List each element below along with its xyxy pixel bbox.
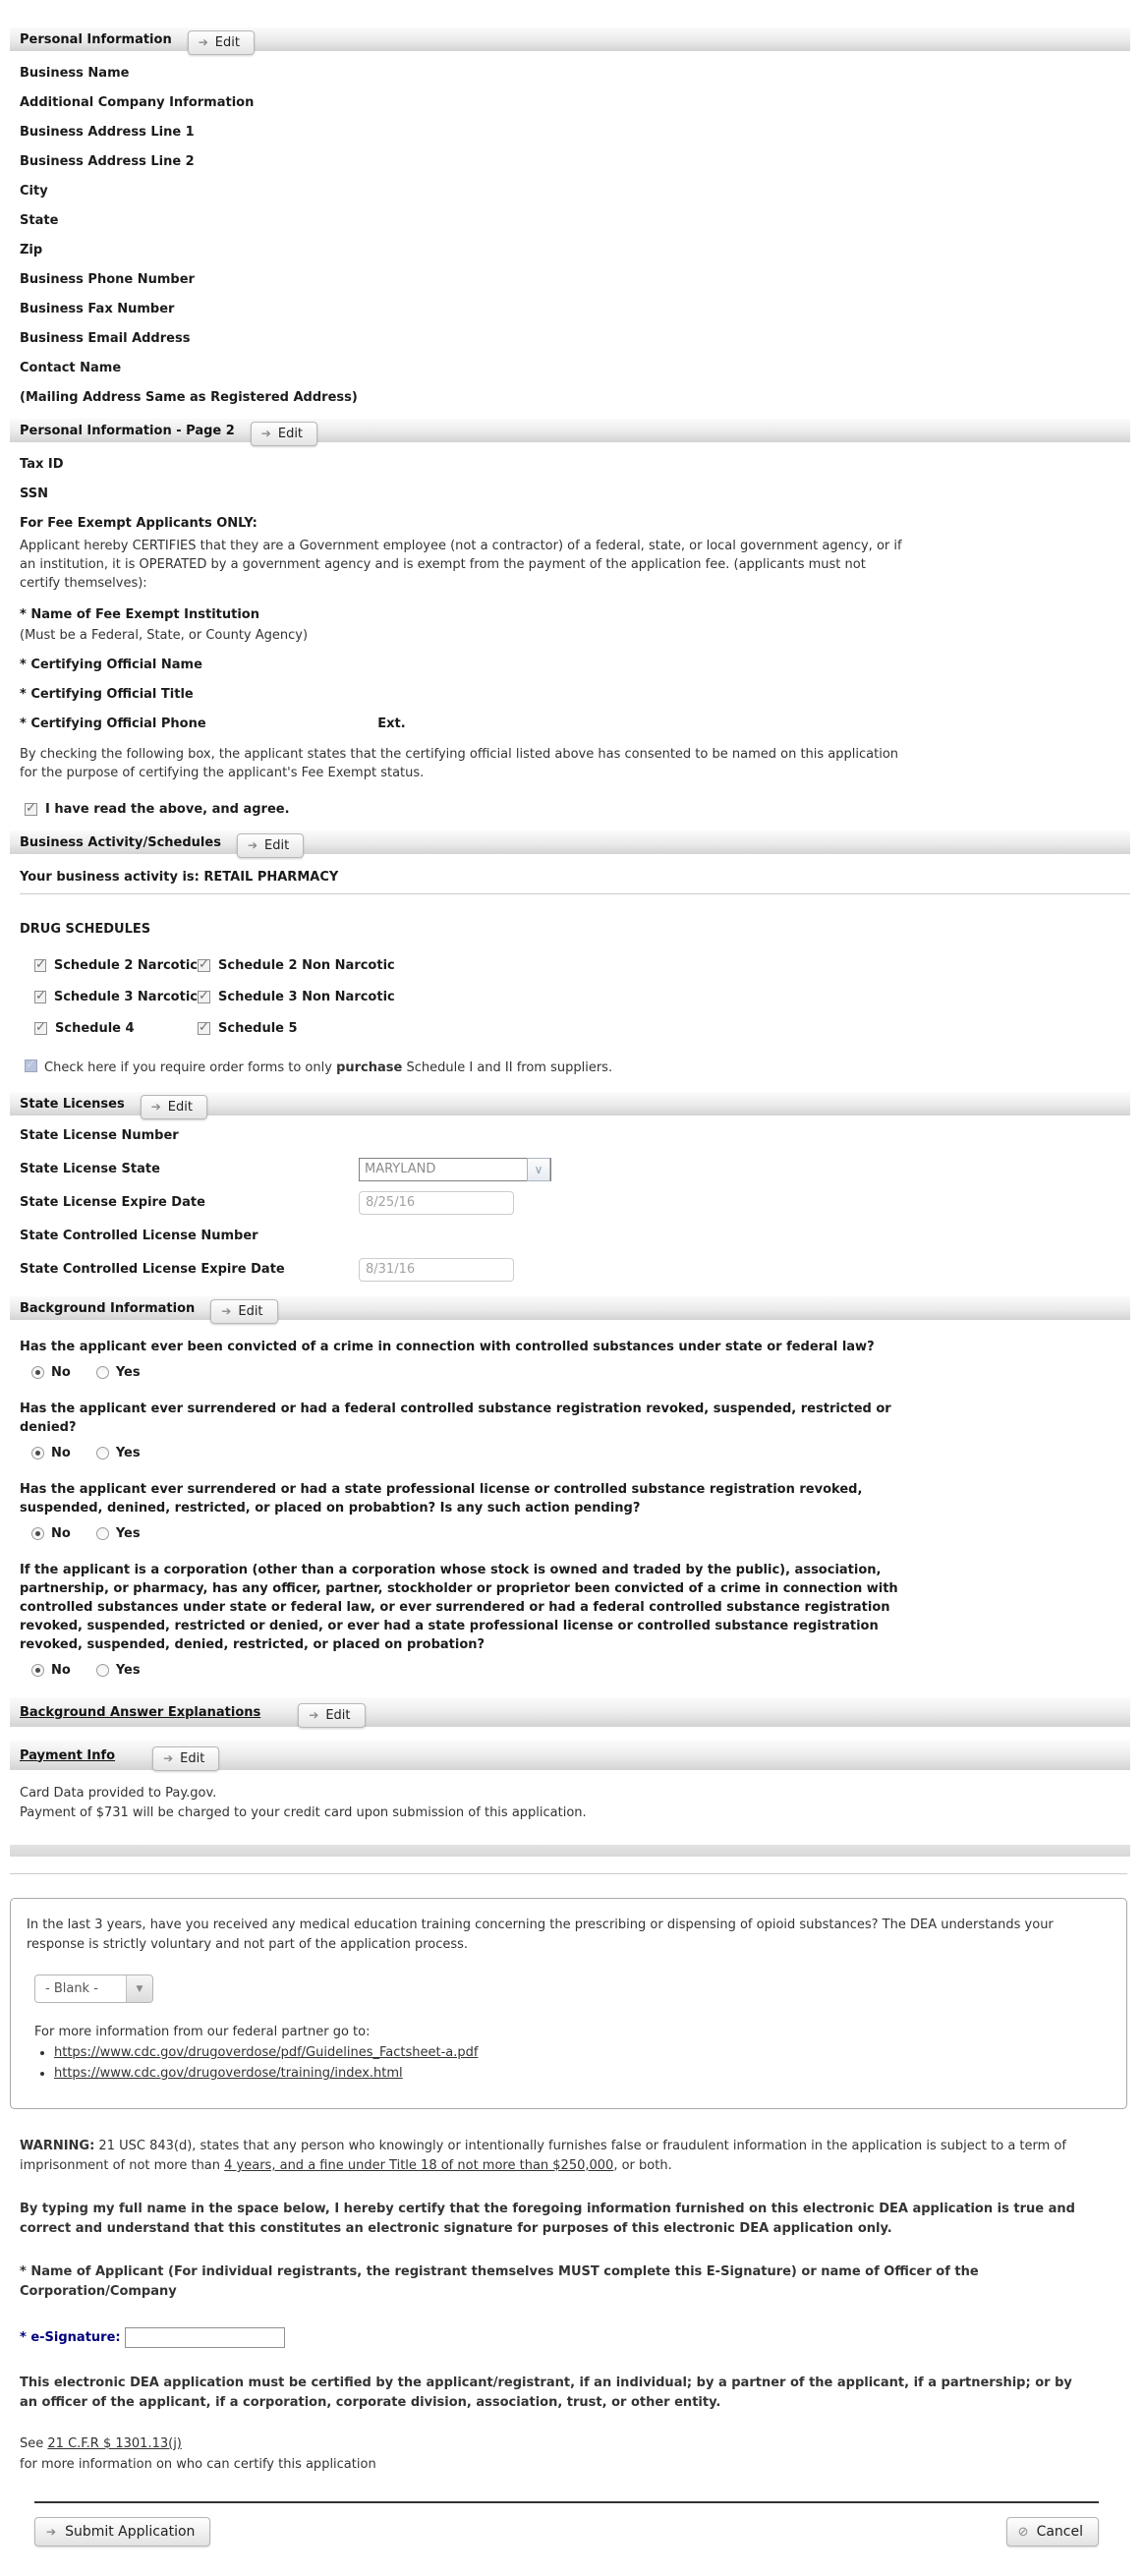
- dropdown-selected-value: - Blank -: [35, 1975, 126, 2002]
- field-label: Business Name: [20, 66, 130, 81]
- section-header-background-information: [10, 1296, 1130, 1320]
- submit-application-button[interactable]: ➔ Submit Application: [34, 2517, 210, 2547]
- background-question-3: Has the applicant ever surrendered or had a state professional license or controlled substance registration revoked, suspended, denined, restricted, or placed on probabtion? Is any such action pending?: [20, 1482, 863, 1516]
- business-activity-line: Your business activity is: RETAIL PHARMACY: [20, 870, 1130, 894]
- certifying-official-title-label: * Certifying Official Title: [20, 687, 194, 702]
- yes-radio[interactable]: [96, 1527, 109, 1540]
- state-license-state-select[interactable]: MARYLAND ∨: [359, 1158, 551, 1181]
- cdc-guidelines-link[interactable]: https://www.cdc.gov/drugoverdose/pdf/Guidelines_Factsheet-a.pdf: [54, 2045, 479, 2060]
- right-arrow-icon: ➔: [309, 1708, 319, 1722]
- cfr-reference-line: See 21 C.F.R $ 1301.13(j): [20, 2436, 182, 2451]
- schedule-checkbox[interactable]: [34, 991, 46, 1003]
- background-question-2: Has the applicant ever surrendered or had a federal controlled substance registration revoked, suspended, restricted or denied?: [20, 1402, 891, 1435]
- fee-exempt-institution-label: * Name of Fee Exempt Institution: [20, 607, 259, 622]
- list-item: [54, 2045, 1111, 2060]
- cdc-training-link[interactable]: https://www.cdc.gov/drugoverdose/training/index.html: [54, 2066, 403, 2081]
- esignature-label: * e-Signature:: [20, 2330, 121, 2345]
- esignature-input[interactable]: [125, 2327, 285, 2348]
- warning-paragraph: WARNING: 21 USC 843(d), states that any person who knowingly or intentionally furnishes false or fraudulent information in the application is subject to a term of imprisonment of not more than 4 years, and a fine under Title 18 of not more than $250,000, or both.: [20, 2139, 1066, 2173]
- esignature-statement: By typing my full name in the space below, I hereby certify that the foregoing information furnished on this electronic DEA application is true and correct and understand that this constitutes an electronic signature for purposes of this electronic DEA application only.: [20, 2202, 1075, 2236]
- background-question-1: Has the applicant ever been convicted of a crime in connection with controlled substances under state or federal law?: [20, 1340, 875, 1354]
- yes-radio[interactable]: [96, 1447, 109, 1460]
- field-label: Business Address Line 1: [20, 125, 195, 140]
- background-question-4: If the applicant is a corporation (other than a corporation whose stock is owned and traded by the public), association, partnership, or pharmacy, has any officer, partner, stockholder or proprietor been convicted of a crime in connection with controlled substances under state or federal law, or ever surrendered or had a federal controlled substance registration revoked, suspended, restricted or denied, or ever had a state professional license or controlled substance registration revoked, suspended, denied, restricted, or placed on probation?: [20, 1563, 898, 1652]
- footer-divider-line: [34, 2501, 1099, 2503]
- card-data-line: Card Data provided to Pay.gov.: [20, 1786, 217, 1801]
- state-license-state-row: State License State MARYLAND ∨: [20, 1156, 1130, 1182]
- certify-statement: This electronic DEA application must be certified by the applicant/registrant, if an individual; by a partner of the applicant, if a partnership; or by an officer of the applicant, if a corporation, corporate division, association, trust, or other entity.: [20, 2376, 1072, 2410]
- ssn-label: SSN: [20, 487, 49, 501]
- field-label: State: [20, 213, 59, 228]
- section-header-personal-information-page2: [10, 419, 1130, 442]
- right-arrow-icon: ➔: [221, 1304, 232, 1318]
- section-title: Personal Information - Page 2: [20, 423, 235, 438]
- warning-underlined-text: 4 years, and a fine under Title 18 of not more than $250,000: [224, 2158, 614, 2173]
- field-label: City: [20, 184, 48, 199]
- footer-buttons: [34, 2517, 1099, 2547]
- order-forms-text: Check here if you require order forms to only purchase Schedule I and II from suppliers.: [44, 1060, 613, 1075]
- state-controlled-number-row: State Controlled License Number: [20, 1229, 258, 1243]
- state-license-expire-input[interactable]: [359, 1191, 514, 1215]
- cancel-button[interactable]: ⊘ Cancel: [1006, 2517, 1099, 2547]
- right-arrow-icon: ➔: [247, 838, 258, 852]
- yes-radio[interactable]: [96, 1366, 109, 1379]
- yes-radio[interactable]: [96, 1664, 109, 1677]
- schedule-item: ✓ Schedule 5: [198, 1021, 447, 1036]
- field-label: Business Phone Number: [20, 272, 195, 287]
- edit-personal-information-page2-button[interactable]: ➔ Edit: [251, 422, 317, 446]
- ext-label: Ext.: [377, 716, 406, 731]
- state-license-number-row: State License Number: [20, 1128, 179, 1143]
- no-radio[interactable]: [31, 1664, 44, 1677]
- field-label: (Mailing Address Same as Registered Address): [20, 390, 358, 405]
- section-header-personal-information: [10, 28, 1130, 51]
- right-arrow-icon: ➔: [150, 1100, 161, 1114]
- right-arrow-icon: ➔: [198, 35, 208, 49]
- field-label: Contact Name: [20, 361, 122, 375]
- section-title: State Licenses: [20, 1096, 125, 1112]
- schedule-checkbox[interactable]: [198, 1022, 210, 1035]
- field-label: Business Fax Number: [20, 302, 175, 316]
- certifying-official-name-label: * Certifying Official Name: [20, 658, 202, 672]
- cancel-icon: ⊘: [1017, 2524, 1029, 2540]
- no-radio[interactable]: [31, 1366, 44, 1379]
- background-question-4-answers: No Yes: [31, 1663, 1130, 1678]
- field-label: Business Email Address: [20, 331, 191, 346]
- esignature-row: [20, 2327, 1130, 2348]
- field-label: Business Address Line 2: [20, 154, 195, 169]
- edit-background-information-button[interactable]: ➔ Edit: [210, 1299, 277, 1324]
- section-header-business-activity: [10, 830, 1130, 854]
- fee-exempt-institution-note: (Must be a Federal, State, or County Agency): [20, 628, 309, 643]
- cfr-link[interactable]: 21 C.F.R $ 1301.13(j): [47, 2436, 182, 2451]
- schedule-checkbox[interactable]: [198, 959, 210, 972]
- certifying-official-phone-row: [20, 716, 1130, 731]
- edit-payment-info-button[interactable]: ➔ Edit: [152, 1746, 219, 1771]
- tax-id-label: Tax ID: [20, 457, 64, 472]
- certifying-official-phone-label: * Certifying Official Phone: [20, 716, 206, 731]
- schedule-checkbox[interactable]: [34, 959, 46, 972]
- agree-row: [25, 802, 1130, 817]
- state-controlled-expire-row: State Controlled License Expire Date 8/31/16: [20, 1256, 1130, 1283]
- opioid-survey-box: [10, 1898, 1127, 2109]
- opioid-survey-dropdown[interactable]: [34, 1975, 153, 2003]
- agree-checkbox[interactable]: [25, 803, 37, 816]
- drug-schedules-grid: [34, 958, 447, 1036]
- divider-line: [10, 1873, 1127, 1874]
- field-label: Zip: [20, 243, 43, 258]
- section-header-state-licenses: [10, 1092, 1130, 1116]
- section-header-background-answer-explanations: [10, 1697, 1130, 1727]
- consent-text: By checking the following box, the applicant states that the certifying official listed above has consented to be named on this application for the purpose of certifying the applicant's Fee Exempt status.: [20, 747, 899, 780]
- name-of-applicant-statement: * Name of Applicant (For individual registrants, the registrant themselves MUST complete this E-Signature) or name of Officer of the Corporation/Company: [20, 2264, 979, 2299]
- section-title: Personal Information: [20, 31, 172, 47]
- schedule-item: ✓ Schedule 3 Narcotic: [34, 990, 198, 1004]
- section-header-payment-info: [10, 1741, 1130, 1770]
- order-forms-row: [25, 1059, 1130, 1076]
- right-arrow-icon: ➔: [163, 1751, 174, 1765]
- dropdown-arrow-icon[interactable]: ▼: [126, 1975, 152, 2002]
- no-radio[interactable]: [31, 1527, 44, 1540]
- edit-state-licenses-button[interactable]: ➔ Edit: [141, 1095, 207, 1119]
- field-label: Additional Company Information: [20, 95, 255, 110]
- cfr-sub-line: for more information on who can certify this application: [20, 2457, 376, 2472]
- schedule-item: ✓ Schedule 2 Non Narcotic: [198, 958, 447, 973]
- list-item: [54, 2066, 1111, 2081]
- right-arrow-icon: ➔: [260, 427, 271, 440]
- schedule-checkbox[interactable]: [34, 1022, 47, 1035]
- state-license-expire-row: State License Expire Date 8/25/16: [20, 1189, 1130, 1216]
- schedule-item: ✓ Schedule 4: [34, 1021, 198, 1036]
- more-info-line: For more information from our federal partner go to:: [34, 2025, 371, 2039]
- background-question-1-answers: No Yes: [31, 1365, 1130, 1380]
- drug-schedules-heading: DRUG SCHEDULES: [20, 922, 151, 937]
- opioid-survey-question: In the last 3 years, have you received any medical education training concerning the prescribing or dispensing of opioid substances? The DEA understands your response is strictly voluntary and not part of the application process.: [27, 1918, 1054, 1952]
- section-title: Background Answer Explanations: [20, 1704, 261, 1720]
- edit-business-activity-button[interactable]: ➔ Edit: [237, 833, 304, 858]
- edit-background-answer-explanations-button[interactable]: ➔ Edit: [298, 1703, 365, 1728]
- right-arrow-icon: ➔: [46, 2525, 57, 2539]
- schedule-item: ✓ Schedule 2 Narcotic: [34, 958, 198, 973]
- section-title: Payment Info: [20, 1747, 116, 1763]
- section-title: Business Activity/Schedules: [20, 834, 221, 850]
- fee-exempt-heading: For Fee Exempt Applicants ONLY:: [20, 516, 257, 531]
- cdc-links-list: [40, 2045, 1111, 2081]
- no-radio[interactable]: [31, 1447, 44, 1460]
- payment-amount-line: Payment of $731 will be charged to your credit card upon submission of this application.: [20, 1805, 587, 1820]
- order-forms-checkbox[interactable]: [25, 1059, 37, 1072]
- section-title: Background Information: [20, 1300, 196, 1316]
- agree-label: I have read the above, and agree.: [45, 802, 290, 817]
- background-question-3-answers: No Yes: [31, 1526, 1130, 1541]
- state-controlled-expire-input[interactable]: [359, 1258, 514, 1282]
- fee-exempt-text: Applicant hereby CERTIFIES that they are a Government employee (not a contractor) of a federal, state, or local government agency, or if an institution, it is OPERATED by a government agency and is exempt from the payment of the application fee. (applicants must not certify themselves):: [20, 539, 902, 591]
- schedule-item: ✓ Schedule 3 Non Narcotic: [198, 990, 447, 1004]
- empty-section-bar: [10, 1845, 1130, 1857]
- background-question-2-answers: No Yes: [31, 1446, 1130, 1460]
- schedule-checkbox[interactable]: [198, 991, 210, 1003]
- edit-personal-information-button[interactable]: ➔ Edit: [188, 30, 255, 55]
- chevron-down-icon: ∨: [527, 1158, 550, 1181]
- warning-label: WARNING:: [20, 2139, 95, 2153]
